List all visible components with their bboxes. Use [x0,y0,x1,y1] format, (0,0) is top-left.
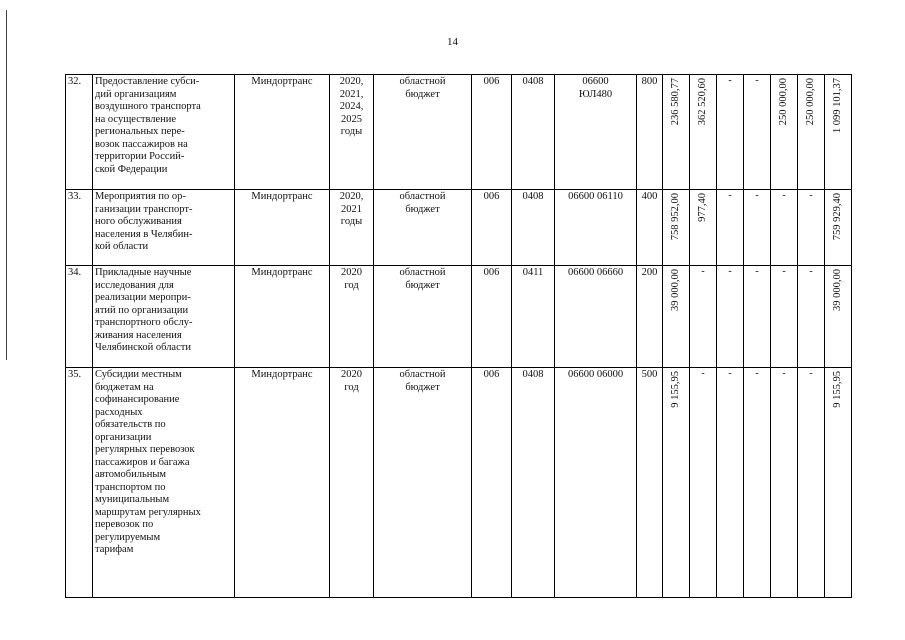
measure-name-line: организации [95,431,152,443]
code-type-cell: 500 [637,368,663,598]
amount-value: 9 155,95 [669,371,681,408]
source-line: бюджет [405,203,440,215]
amount-dash: - [809,190,813,201]
amount-dash: - [782,190,786,201]
measure-name-line: расходных [95,406,143,418]
amount-dash: - [755,368,759,379]
executor-cell: Миндортранс [235,75,330,190]
measure-name-line: возок пассажиров на [95,138,188,150]
amount-value: 39 000,00 [669,269,681,311]
amount-dash: - [728,75,732,86]
years-line: 2020, [339,76,364,87]
measure-name-cell [93,75,235,190]
amount-cell [663,75,690,190]
measure-name-line: Субсидии местным [95,369,182,380]
amount-cell [690,75,717,190]
years-line: 2024, [339,101,364,112]
code-target-cell [555,190,637,266]
amount-cell [717,190,744,266]
measure-name-line: муниципальным [95,494,170,505]
source-cell [374,190,472,266]
table-row [66,368,852,598]
measure-name-line: регулярных перевозок [95,444,195,455]
amount-cell [690,190,717,266]
amount-cell [744,266,771,368]
code-ministry-cell: 006 [472,368,512,598]
years-cell [330,75,374,190]
left-margin-line [6,10,7,360]
measure-name-line: бюджетам на [95,381,154,393]
measure-name-line: перевозок по [95,519,154,530]
amount-value: 1 099 101,37 [831,78,843,134]
source-line: областной [399,191,446,202]
measure-name-cell [93,368,235,598]
amount-cell [798,190,825,266]
code-target-line: ЮЛ480 [578,88,613,100]
amount-value: 977,40 [696,193,708,222]
measure-name-line: автомобильным [95,469,167,480]
measure-name-line: ганизации транспорт- [95,203,193,215]
amount-value: 236 580,77 [669,78,681,126]
amount-cell [798,75,825,190]
row-number-cell: 34. [66,266,93,368]
years-line: 2020, [339,191,364,202]
measure-name-line: кой области [95,241,149,252]
code-section-cell: 0408 [512,368,555,598]
page-number: 14 [447,36,458,48]
source-line: областной [399,369,446,380]
amount-value: 759 929,40 [831,193,843,241]
measure-name-line: населения в Челябин- [95,228,193,240]
code-target-line: 06600 06110 [568,191,623,202]
code-target-cell [555,266,637,368]
amount-cell [690,266,717,368]
amount-cell [663,368,690,598]
amount-value: 362 520,60 [696,78,708,126]
measure-name-line: Прикладные научные [95,267,192,278]
measure-name-line: на осуществление [95,113,177,125]
years-cell [330,266,374,368]
years-line: год [344,279,359,291]
amount-dash: - [809,368,813,379]
measure-name-line: тарифам [95,544,134,555]
row-number-cell: 33. [66,190,93,266]
measure-name-line: Мероприятия по ор- [95,191,186,202]
code-type-cell: 200 [637,266,663,368]
years-line: 2020 [341,267,362,278]
amount-dash: - [728,266,732,277]
code-target-cell [555,368,637,598]
code-ministry-cell: 006 [472,75,512,190]
measure-name-line: транспортного обслу- [95,317,193,328]
executor-cell: Миндортранс [235,190,330,266]
amount-cell [771,75,798,190]
measure-name-line: регулируемым [95,531,161,543]
amount-cell [825,266,852,368]
source-line: бюджет [405,279,440,291]
measure-name-line: ятий по организации [95,304,189,316]
amount-dash: - [728,190,732,201]
years-cell [330,368,374,598]
measure-name-line: территории Россий- [95,151,185,162]
amount-cell [771,368,798,598]
amount-cell [744,368,771,598]
measure-name-line: Предоставление субси- [95,76,200,87]
code-type-cell: 800 [637,75,663,190]
measure-name-line: Челябинской области [95,342,191,353]
source-line: бюджет [405,88,440,100]
code-ministry-cell: 006 [472,190,512,266]
amount-cell [717,368,744,598]
amount-cell [717,266,744,368]
amount-dash: - [701,266,705,277]
amount-cell [798,266,825,368]
measure-name-line: софинансирование [95,394,180,405]
years-line: 2025 [341,113,362,125]
amount-value: 250 000,00 [777,78,789,126]
amount-dash: - [755,190,759,201]
amount-cell [825,190,852,266]
amount-cell [744,75,771,190]
years-line: год [344,381,359,393]
source-cell [374,75,472,190]
amount-dash: - [728,368,732,379]
amount-value: 250 000,00 [804,78,816,126]
measure-name-line: живания населения [95,329,182,341]
source-line: бюджет [405,381,440,393]
years-line: 2020 [341,369,362,380]
code-section-cell: 0411 [512,266,555,368]
program-table [65,74,852,598]
source-cell [374,368,472,598]
amount-dash: - [782,368,786,379]
table-row [66,266,852,368]
amount-value: 9 155,95 [831,371,843,408]
amount-cell [690,368,717,598]
measure-name-cell [93,266,235,368]
years-line: 2021, [339,88,364,100]
amount-cell [825,368,852,598]
amount-dash: - [755,266,759,277]
code-section-cell: 0408 [512,190,555,266]
amount-cell [744,190,771,266]
years-line: годы [340,126,363,137]
code-section-cell: 0408 [512,75,555,190]
measure-name-line: транспортом по [95,481,166,493]
executor-cell: Миндортранс [235,266,330,368]
amount-cell [771,266,798,368]
measure-name-line: ного обслуживания [95,216,182,227]
table-row [66,190,852,266]
code-target-line: 06600 06000 [567,369,624,380]
measure-name-line: региональных пере- [95,126,185,137]
amount-dash: - [755,75,759,86]
measure-name-line: маршрутам регулярных [95,506,201,518]
measure-name-line: исследования для [95,279,174,291]
years-cell [330,190,374,266]
measure-name-line: пассажиров и багажа [95,456,190,468]
row-number-cell: 32. [66,75,93,190]
measure-name-line: обязательств по [95,419,166,430]
code-target-line: 06600 06660 [567,267,624,278]
measure-name-line: ской Федерации [95,163,168,175]
executor-cell: Миндортранс [235,368,330,598]
years-line: годы [340,216,363,227]
measure-name-line: воздушного транспорта [95,101,201,112]
row-number-cell: 35. [66,368,93,598]
source-line: областной [399,76,446,87]
source-line: областной [399,267,446,278]
amount-dash: - [701,368,705,379]
amount-cell [798,368,825,598]
amount-value: 758 952,00 [669,193,681,241]
table-row [66,75,852,190]
measure-name-cell [93,190,235,266]
amount-cell [663,266,690,368]
code-type-cell: 400 [637,190,663,266]
code-ministry-cell: 006 [472,266,512,368]
amount-cell [663,190,690,266]
amount-cell [825,75,852,190]
measure-name-line: дий организациям [95,88,177,100]
amount-dash: - [809,266,813,277]
measure-name-line: реализации меропри- [95,292,191,303]
amount-cell [717,75,744,190]
code-target-line: 06600 [582,76,609,87]
code-target-cell [555,75,637,190]
amount-cell [771,190,798,266]
amount-value: 39 000,00 [831,269,843,311]
years-line: 2021 [341,203,362,215]
amount-dash: - [782,266,786,277]
source-cell [374,266,472,368]
